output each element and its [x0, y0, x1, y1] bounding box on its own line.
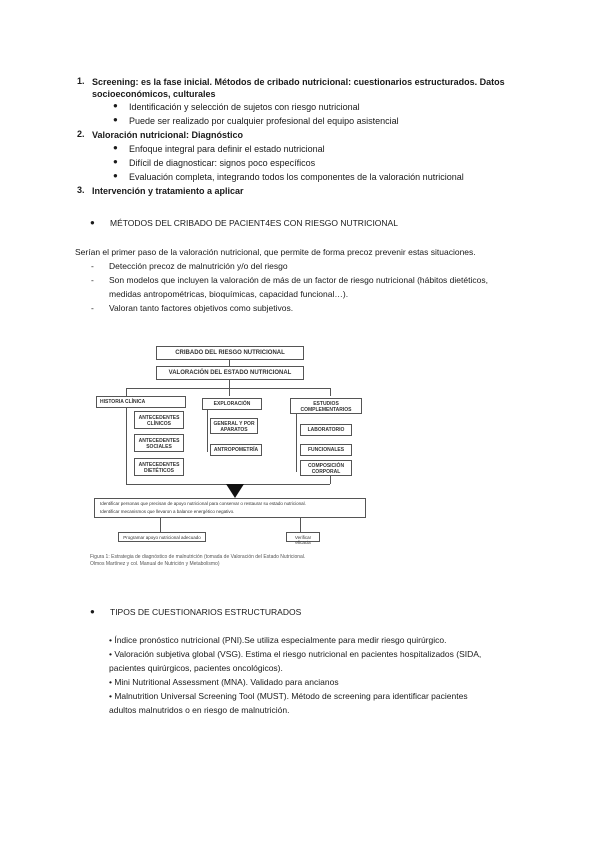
- figure-box-item: [134, 434, 184, 452]
- dash-marker: -: [91, 261, 94, 271]
- dash-marker: -: [91, 275, 94, 285]
- list-bullet: Difícil de diagnosticar: signos poco específicos: [129, 158, 316, 168]
- figure-diagram: [90, 338, 370, 578]
- questionnaire-item: • Índice pronóstico nutricional (PNI).Se utiliza especialmente para medir riesgo quirúrgico.: [109, 635, 447, 645]
- figure-connector: [229, 380, 230, 388]
- figure-connector: [126, 388, 330, 389]
- figure-connector: [207, 410, 208, 452]
- figure-connector: [229, 388, 230, 396]
- figure-result-line: Identificar mecanismos que llevaron a balance energético negativo.: [100, 509, 235, 514]
- bullet-icon: ●: [113, 115, 118, 124]
- questionnaire-item: • Valoración subjetiva global (VSG). Estima el riesgo nutricional en pacientes hospitalizados (SIDA,: [109, 649, 482, 659]
- questionnaire-item: pacientes quirúrgicos, pacientes oncológicos).: [109, 663, 283, 673]
- questionnaire-item: adultos malnutridos o en riesgo de malnutrición.: [109, 705, 290, 715]
- dash-item: medidas antropométricas, bioquímicas, capacidad funcional…).: [109, 289, 349, 299]
- figure-box-second: [156, 366, 304, 380]
- bullet-icon: ●: [113, 101, 118, 110]
- list-number: 2.: [77, 129, 85, 139]
- list-item-title: Valoración nutricional: Diagnóstico: [92, 130, 244, 140]
- figure-box-label: FUNCIONALES: [307, 447, 345, 453]
- list-item-title-line: socioeconómicos, culturales: [92, 89, 216, 99]
- list-bullet: Evaluación completa, integrando todos los componentes de la valoración nutricional: [129, 172, 464, 182]
- dash-item: Son modelos que incluyen la valoración de más de un factor de riesgo nutricional (hábitos dietéticos,: [109, 275, 488, 285]
- list-number: 1.: [77, 76, 85, 86]
- figure-connector: [330, 476, 331, 484]
- questionnaire-item: • Mini Nutritional Assessment (MNA). Validado para ancianos: [109, 677, 339, 687]
- figure-box-item: [134, 458, 184, 476]
- figure-caption: Figura 1: Estrategia de diagnóstico de malnutrición (tomada de Valoración del Estado Nutricional.: [90, 554, 306, 560]
- figure-box-label: GENERAL Y POR APARATOS: [213, 421, 255, 433]
- figure-box-label: ANTROPOMETRÍA: [213, 447, 259, 453]
- figure-box-item: [300, 424, 352, 436]
- section-heading: TIPOS DE CUESTIONARIOS ESTRUCTURADOS: [110, 607, 302, 617]
- figure-box-top: [156, 346, 304, 360]
- figure-box-item: [210, 444, 262, 456]
- figure-box-item: [300, 444, 352, 456]
- figure-box-out-left: [118, 532, 206, 542]
- dash-item: Valoran tanto factores objetivos como subjetivos.: [109, 303, 294, 313]
- figure-connector: [300, 518, 301, 532]
- figure-box-label: HISTORIA CLÍNICA: [100, 399, 146, 405]
- figure-box-label: CRIBADO DEL RIESGO NUTRICIONAL: [175, 350, 285, 356]
- figure-box-label: VALORACIÓN DEL ESTADO NUTRICIONAL: [168, 370, 292, 376]
- figure-box-item: [300, 460, 352, 476]
- figure-box-label: Verificar eficacia: [294, 535, 312, 545]
- dash-marker: -: [91, 303, 94, 313]
- dash-item: Detección precoz de malnutrición y/o del riesgo: [109, 261, 288, 271]
- list-bullet: Puede ser realizado por cualquier profesional del equipo asistencial: [129, 116, 399, 126]
- figure-box-item: [210, 418, 258, 434]
- figure-box-label: LABORATORIO: [307, 427, 345, 433]
- bullet-icon: ●: [90, 218, 95, 227]
- bullet-icon: ●: [113, 171, 118, 180]
- figure-connector: [296, 414, 297, 472]
- figure-connector: [126, 388, 127, 396]
- figure-box-label: ANTECEDENTES DIETÉTICOS: [138, 462, 180, 474]
- figure-caption: Olmos Martínez y col. Manual de Nutrición y Metabolismo): [90, 561, 220, 567]
- figure-box-label: ANTECEDENTES SOCIALES: [138, 438, 180, 450]
- figure-box-label: Programar apoyo nutricional adecuado: [123, 535, 201, 540]
- figure-result-line: Identificar personas que precisan de apoyo nutricional para conservar o restaurar su estado nutricional.: [100, 501, 306, 506]
- figure-box-label: ESTUDIOS COMPLEMENTARIOS: [300, 401, 352, 413]
- bullet-icon: ●: [113, 157, 118, 166]
- section-intro: Serían el primer paso de la valoración nutricional, que permite de forma precoz prevenir estas situaciones.: [75, 247, 476, 257]
- figure-connector: [160, 518, 161, 532]
- section-heading: MÉTODOS DEL CRIBADO DE PACIENT4ES CON RIESGO NUTRICIONAL: [110, 218, 398, 228]
- arrow-down-icon: [226, 484, 244, 498]
- list-item-title: Intervención y tratamiento a aplicar: [92, 186, 244, 196]
- figure-box-label: ANTECEDENTES CLÍNICOS: [138, 415, 180, 427]
- list-bullet: Identificación y selección de sujetos con riesgo nutricional: [129, 102, 360, 112]
- figure-box-label: EXPLORACIÓN: [213, 401, 251, 407]
- figure-box-label: COMPOSICIÓN CORPORAL: [307, 463, 345, 475]
- figure-box-historia: [96, 396, 186, 408]
- list-number: 3.: [77, 185, 85, 195]
- figure-connector: [330, 388, 331, 396]
- figure-box-exploracion: [202, 398, 262, 410]
- figure-box-estudios: [290, 398, 362, 414]
- figure-box-item: [134, 411, 184, 429]
- list-item-title-line: Screening: es la fase inicial. Métodos de cribado nutricional: cuestionarios estructurados. Datos: [92, 77, 505, 87]
- figure-connector: [126, 408, 127, 478]
- list-bullet: Enfoque integral para definir el estado nutricional: [129, 144, 325, 154]
- list-item-title: [92, 76, 562, 100]
- bullet-icon: ●: [90, 607, 95, 616]
- bullet-icon: ●: [113, 143, 118, 152]
- figure-box-out-right: [286, 532, 320, 545]
- figure-box-result: [94, 498, 366, 518]
- questionnaire-item: • Malnutrition Universal Screening Tool (MUST). Método de screening para identificar pacientes: [109, 691, 468, 701]
